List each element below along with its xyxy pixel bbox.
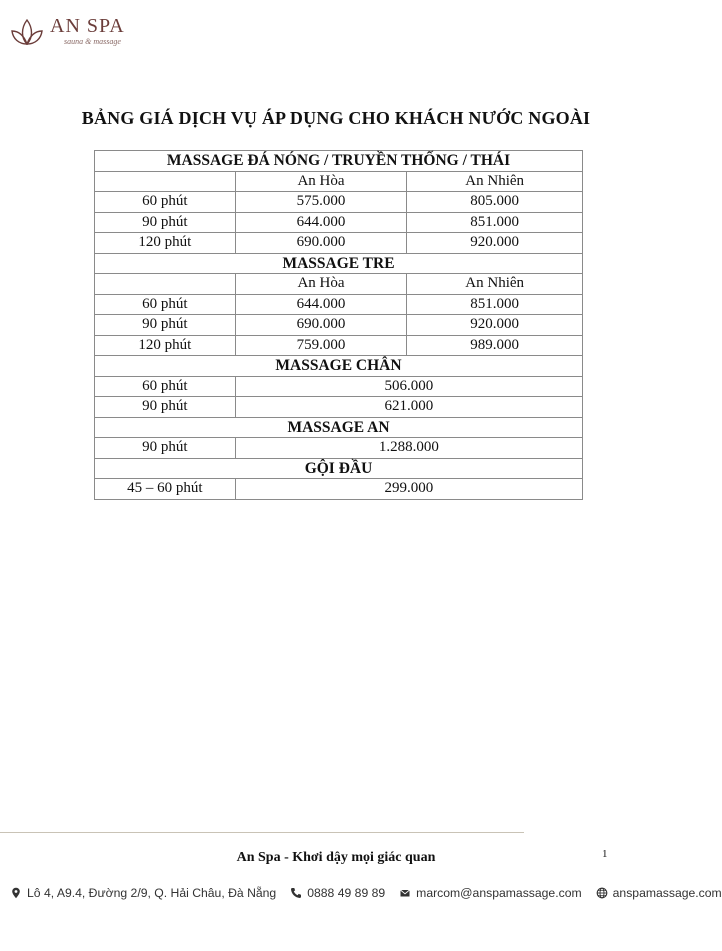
price-cell: 299.000 — [235, 479, 582, 500]
price-cell: 920.000 — [407, 233, 583, 254]
price-cell: 575.000 — [235, 192, 407, 213]
price-cell: 989.000 — [407, 335, 583, 356]
duration-cell: 60 phút — [95, 192, 236, 213]
table-row — [95, 376, 583, 397]
table-row — [95, 294, 583, 315]
contact-email — [399, 886, 581, 900]
duration-cell: 120 phút — [95, 233, 236, 254]
price-cell: 851.000 — [407, 212, 583, 233]
price-cell: 690.000 — [235, 233, 407, 254]
empty-cell — [95, 274, 236, 295]
page-title: BẢNG GIÁ DỊCH VỤ ÁP DỤNG CHO KHÁCH NƯỚC NGOÀI — [81, 108, 591, 128]
contact-address — [10, 886, 276, 900]
price-cell: 644.000 — [235, 212, 407, 233]
section-header-row — [95, 417, 583, 438]
price-cell: 805.000 — [407, 192, 583, 213]
brand-tagline: sauna & massage — [64, 37, 121, 46]
duration-cell: 90 phút — [95, 438, 236, 459]
email-text: marcom@anspamassage.com — [416, 886, 582, 900]
table-row — [95, 233, 583, 254]
duration-cell: 45 – 60 phút — [95, 479, 236, 500]
empty-cell — [95, 171, 236, 192]
duration-cell: 90 phút — [95, 315, 236, 336]
duration-cell: 60 phút — [95, 294, 236, 315]
price-cell: 851.000 — [407, 294, 583, 315]
contact-website — [596, 886, 722, 900]
duration-cell: 120 phút — [95, 335, 236, 356]
table-row — [95, 438, 583, 459]
section-title: MASSAGE ĐÁ NÓNG / TRUYỀN THỐNG / THÁI — [95, 151, 583, 172]
column-header-row — [95, 171, 583, 192]
address-text: Lô 4, A9.4, Đường 2/9, Q. Hải Châu, Đà Nẵng — [27, 886, 277, 900]
globe-icon — [596, 887, 608, 899]
price-cell: 1.288.000 — [235, 438, 582, 459]
section-title: MASSAGE AN — [95, 417, 583, 438]
duration-cell: 90 phút — [95, 212, 236, 233]
section-header-row — [95, 253, 583, 274]
duration-cell: 60 phút — [95, 376, 236, 397]
table-row — [95, 397, 583, 418]
table-row — [95, 212, 583, 233]
price-cell: 759.000 — [235, 335, 407, 356]
price-cell: 690.000 — [235, 315, 407, 336]
section-header-row — [95, 356, 583, 377]
section-header-row — [95, 458, 583, 479]
section-header-row — [95, 151, 583, 172]
table-row — [95, 335, 583, 356]
contact-bar — [10, 886, 722, 900]
website-text: anspamassage.com — [612, 886, 722, 900]
column-header: An Nhiên — [407, 171, 583, 192]
price-cell: 644.000 — [235, 294, 407, 315]
contact-phone — [290, 886, 385, 900]
phone-icon — [290, 887, 302, 899]
duration-cell: 90 phút — [95, 397, 236, 418]
footer-divider — [0, 832, 524, 833]
brand-name: AN SPA — [50, 15, 125, 37]
location-pin-icon — [10, 887, 22, 899]
table-row — [95, 315, 583, 336]
price-cell: 506.000 — [235, 376, 582, 397]
footer-slogan: An Spa - Khơi dậy mọi giác quan — [236, 850, 436, 865]
column-header: An Nhiên — [407, 274, 583, 295]
lotus-logo-icon — [10, 14, 44, 48]
section-title: MASSAGE CHÂN — [95, 356, 583, 377]
section-title: GỘI ĐẦU — [95, 458, 583, 479]
column-header: An Hòa — [235, 274, 407, 295]
price-cell: 920.000 — [407, 315, 583, 336]
page-number: 1 — [602, 848, 608, 860]
phone-text: 0888 49 89 89 — [307, 886, 386, 900]
envelope-icon — [399, 887, 411, 899]
section-title: MASSAGE TRE — [95, 253, 583, 274]
column-header-row — [95, 274, 583, 295]
column-header: An Hòa — [235, 171, 407, 192]
table-row — [95, 479, 583, 500]
table-row — [95, 192, 583, 213]
price-table — [94, 150, 583, 500]
price-cell: 621.000 — [235, 397, 582, 418]
brand-header — [10, 14, 125, 48]
